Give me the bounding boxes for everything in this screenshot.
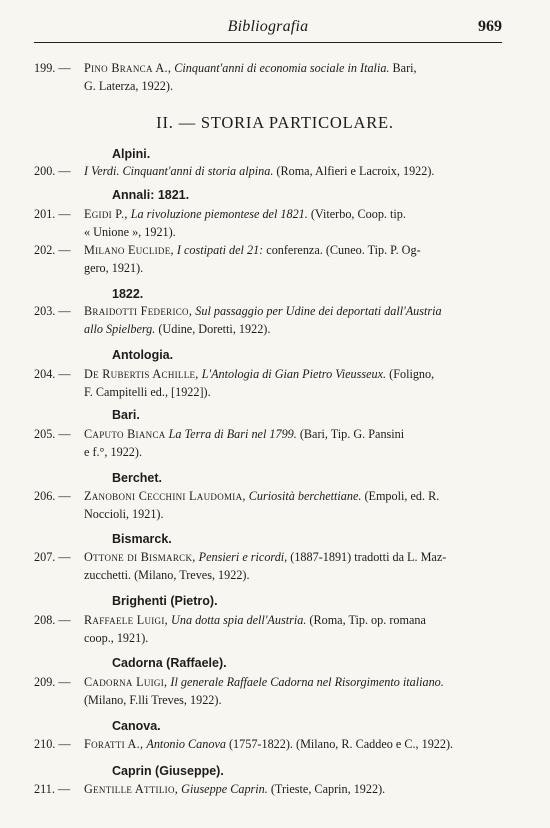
subject-heading: Caprin (Giuseppe). — [112, 764, 224, 778]
entry-title: Curiosità berchettiane. — [248, 489, 362, 503]
section-title: II. — STORIA PARTICOLARE. — [156, 113, 394, 132]
entry-title: Giuseppe Caprin. — [181, 782, 268, 796]
bibliography-entry — [34, 425, 502, 461]
entry-number: 205. — — [34, 427, 71, 441]
bibliography-entry — [34, 548, 502, 584]
bibliography-entry — [34, 302, 502, 338]
entry-author: Caputo Bianca — [84, 427, 166, 441]
bibliography-entry — [34, 611, 502, 647]
entry-number: 209. — — [34, 675, 71, 689]
running-title: Bibliografia — [227, 18, 309, 35]
entry-author: Milano Euclide, — [84, 243, 174, 257]
entry-title: Sul passaggio per Udine dei deportati dall'Austria — [195, 304, 442, 318]
entry-number: 200. — — [34, 164, 71, 178]
entry-continuation: F. Campitelli ed., [1922]). — [84, 385, 211, 399]
entry-publication: (Foligno, — [389, 367, 435, 381]
bibliography-entry — [34, 365, 502, 401]
entry-title-continuation: allo Spielberg. — [84, 322, 156, 336]
entry-number: 211. — — [34, 782, 71, 796]
entry-title: I costipati del 21: — [176, 243, 264, 257]
entry-number: 210. — — [34, 737, 71, 751]
entry-continuation: Noccioli, 1921). — [84, 507, 164, 521]
entry-publication: (1887-1891) tradotti da L. Maz- — [290, 550, 447, 564]
entry-author: Ottone di Bismarck, — [84, 550, 196, 564]
entry-number: 201. — — [34, 207, 71, 221]
entry-title: Antonio Canova — [146, 737, 226, 751]
entry-title: Il generale Raffaele Cadorna nel Risorgimento italiano. — [170, 675, 444, 689]
entry-number: 206. — — [34, 489, 71, 503]
entry-publication: conferenza. (Cuneo. Tip. P. Og- — [266, 243, 421, 257]
entry-publication: (Roma, Tip. op. romana — [309, 613, 426, 627]
entry-title: I Verdi. Cinquant'anni di storia alpina. — [84, 164, 274, 178]
subject-heading: Cadorna (Raffaele). — [112, 656, 227, 670]
entry-continuation: zucchetti. (Milano, Treves, 1922). — [84, 568, 250, 582]
entry-author: Pino Branca A., — [84, 61, 172, 75]
header-rule — [34, 42, 502, 43]
entry-number: 204. — — [34, 367, 71, 381]
bibliography-entry — [34, 162, 502, 180]
entry-author: Braidotti Federico, — [84, 304, 193, 318]
entry-publication: (Trieste, Caprin, 1922). — [270, 782, 386, 796]
entry-publication: (1757-1822). (Milano, R. Caddeo e C., 1922). — [229, 737, 454, 751]
subject-heading: Annali: 1821. — [112, 188, 190, 202]
entry-number: 199. — — [34, 61, 71, 75]
entry-continuation: G. Laterza, 1922). — [84, 79, 173, 93]
entry-publication: (Viterbo, Coop. tip. — [310, 207, 406, 221]
page-number: 969 — [478, 18, 502, 35]
subject-heading: Bari. — [112, 408, 140, 422]
entry-number: 208. — — [34, 613, 71, 627]
entry-author: Egidi P., — [84, 207, 128, 221]
bibliography-entry — [34, 59, 502, 95]
entry-title: Cinquant'anni di economia sociale in Italia. — [174, 61, 390, 75]
bibliography-entry — [34, 735, 502, 753]
bibliography-entry — [34, 241, 502, 277]
entry-publication: (Roma, Alfieri e Lacroix, 1922). — [276, 164, 435, 178]
entry-continuation: e f.°, 1922). — [84, 445, 143, 459]
entry-publication: Bari, — [392, 61, 417, 75]
subject-heading: Bismarck. — [112, 532, 172, 546]
subject-heading: 1822. — [112, 287, 144, 301]
entry-title: La rivoluzione piemontese del 1821. — [130, 207, 308, 221]
subject-heading: Antologia. — [112, 348, 174, 362]
entry-title: Una dotta spia dell'Austria. — [171, 613, 307, 627]
subject-heading: Brighenti (Pietro). — [112, 594, 218, 608]
page-header — [34, 18, 502, 40]
entry-title: L'Antologia di Gian Pietro Vieusseux. — [201, 367, 387, 381]
entry-number: 202. — — [34, 243, 71, 257]
entry-author: Foratti A., — [84, 737, 144, 751]
entry-author: De Rubertis Achille, — [84, 367, 199, 381]
subject-heading: Berchet. — [112, 471, 163, 485]
entry-author: Zanoboni Cecchini Laudomia, — [84, 489, 246, 503]
entry-publication: (Bari, Tip. G. Pansini — [299, 427, 405, 441]
entry-author: Raffaele Luigi, — [84, 613, 168, 627]
subject-heading: Alpini. — [112, 147, 151, 161]
entry-publication: (Empoli, ed. R. — [364, 489, 440, 503]
bibliography-entry — [34, 205, 502, 241]
entry-title: Pensieri e ricordi, — [198, 550, 288, 564]
entry-number: 203. — — [34, 304, 71, 318]
entry-continuation: gero, 1921). — [84, 261, 144, 275]
entry-number: 207. — — [34, 550, 71, 564]
entry-continuation: « Unione », 1921). — [84, 225, 176, 239]
entry-title: La Terra di Bari nel 1799. — [168, 427, 297, 441]
entry-author: Gentille Attilio, — [84, 782, 179, 796]
subject-heading: Canova. — [112, 719, 161, 733]
bibliography-entry — [34, 673, 502, 709]
entry-publication: (Udine, Doretti, 1922). — [158, 322, 271, 336]
entry-continuation: (Milano, F.lli Treves, 1922). — [84, 693, 222, 707]
bibliography-entry — [34, 487, 502, 523]
entry-continuation: coop., 1921). — [84, 631, 149, 645]
bibliography-entry — [34, 780, 502, 798]
entry-author: Cadorna Luigi, — [84, 675, 168, 689]
